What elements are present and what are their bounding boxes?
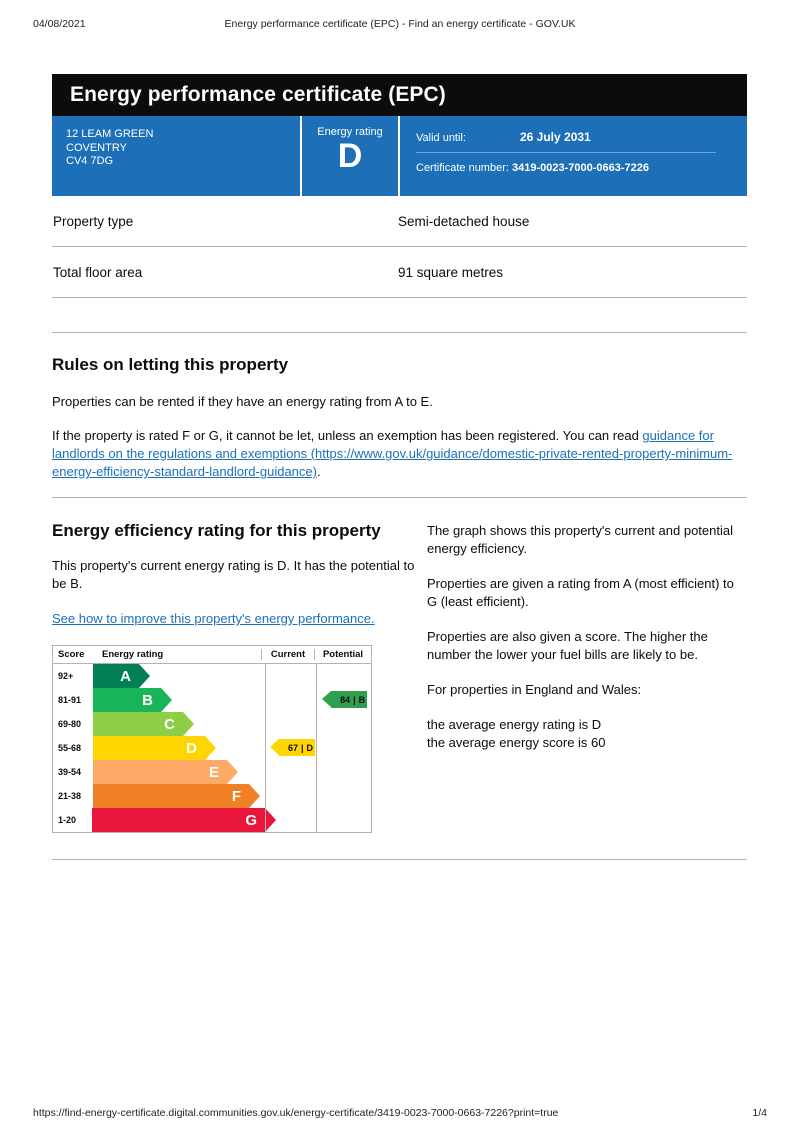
average-rating-line: the average energy rating is D xyxy=(427,717,602,732)
average-score-line: the average energy score is 60 xyxy=(427,735,606,750)
band-letter: C xyxy=(164,715,175,733)
page-title: Energy performance certificate (EPC) xyxy=(70,83,446,106)
energy-rating-letter: D xyxy=(337,137,363,175)
band-score: 81-91 xyxy=(58,695,82,705)
chart-band-row xyxy=(53,664,265,688)
chart-band-row xyxy=(53,688,265,712)
current-rating-marker xyxy=(279,739,315,756)
chart-col-score: Score xyxy=(58,649,85,660)
band-bar xyxy=(92,808,265,832)
potential-score: 84 xyxy=(340,694,351,705)
detail-row xyxy=(52,247,747,298)
potential-rating-marker xyxy=(331,691,367,708)
detail-value: Semi-detached house xyxy=(398,214,530,229)
detail-row xyxy=(52,196,747,247)
chart-band-row xyxy=(53,712,265,736)
band-bar xyxy=(93,736,205,760)
chart-col-potential: Potential xyxy=(314,649,371,660)
certificate-validity xyxy=(400,116,747,196)
certificate-number-value: 3419-0023-7000-0663-7226 xyxy=(512,162,650,174)
band-bar xyxy=(93,688,161,712)
marker-separator: | xyxy=(301,742,304,753)
marker-separator: | xyxy=(353,694,356,705)
address-line-3: CV4 7DG xyxy=(66,155,114,167)
certificate-number-row xyxy=(416,162,731,174)
certificate-number-label: Certificate number: xyxy=(416,162,509,174)
current-score: 67 xyxy=(288,742,299,753)
letting-rules-section xyxy=(52,333,747,498)
chart-bands xyxy=(53,664,265,832)
document-content xyxy=(52,74,747,860)
chart-header-row xyxy=(53,646,371,664)
band-score: 1-20 xyxy=(58,815,77,825)
section-divider xyxy=(52,298,747,333)
valid-until-label: Valid until: xyxy=(416,132,466,144)
chart-band-row xyxy=(53,784,265,808)
chart-col-rating: Energy rating xyxy=(102,649,164,660)
band-bar xyxy=(93,760,227,784)
efficiency-right-column xyxy=(427,520,747,833)
band-letter: B xyxy=(142,691,153,709)
efficiency-section xyxy=(52,498,747,833)
print-url: https://find-energy-certificate.digital.communities.gov.uk/energy-certificate/3419-0023-7000-0663-7226?print=true xyxy=(33,1107,559,1119)
efficiency-left-column xyxy=(52,520,427,833)
detail-key: Property type xyxy=(53,214,134,229)
chart-band-row xyxy=(53,808,265,832)
band-bar xyxy=(93,712,183,736)
band-letter: F xyxy=(231,787,241,805)
efficiency-heading: Energy efficiency rating for this property xyxy=(52,521,381,540)
average-values xyxy=(427,716,747,752)
graph-explanation-3: Properties are also given a score. The higher the number the lower your fuel bills are likely to be. xyxy=(427,629,708,662)
address-line-1: 12 LEAM GREEN xyxy=(66,128,154,140)
chart-band-row xyxy=(53,736,265,760)
print-title: Energy performance certificate (EPC) - Find an energy certificate - GOV.UK xyxy=(224,18,576,30)
energy-efficiency-chart xyxy=(52,645,372,833)
band-score: 21-38 xyxy=(58,791,82,801)
graph-explanation-1: The graph shows this property's current and potential energy efficiency. xyxy=(427,523,733,556)
improve-link-paragraph xyxy=(52,610,427,628)
letting-rules-text-after: . xyxy=(316,464,321,479)
letting-rules-paragraph-2 xyxy=(52,427,747,481)
band-letter: D xyxy=(186,739,197,757)
chart-body xyxy=(53,664,371,832)
graph-explanation-2: Properties are given a rating from A (most efficient) to G (least efficient). xyxy=(427,576,734,609)
chart-current-column xyxy=(265,664,316,832)
chart-potential-column xyxy=(316,664,371,832)
letting-rules-heading: Rules on letting this property xyxy=(52,355,289,374)
property-address xyxy=(52,116,300,196)
chart-col-current: Current xyxy=(261,649,314,660)
landlord-guidance-link[interactable]: guidance for landlords on the regulations and exemptions (https://www.gov.uk/guidance/domestic-private-rented-property-minimum-energy-efficiency-standard-landlord-guidance) xyxy=(52,428,733,479)
band-letter: A xyxy=(120,667,131,685)
potential-letter: B xyxy=(358,694,366,705)
efficiency-paragraph: This property's current energy rating is D. It has the potential to be B. xyxy=(52,558,415,591)
improve-performance-link[interactable]: See how to improve this property's energy performance. xyxy=(52,611,375,626)
chart-band-row xyxy=(53,760,265,784)
band-score: 92+ xyxy=(58,671,74,681)
band-letter: G xyxy=(245,811,257,829)
address-line-2: COVENTRY xyxy=(66,141,127,154)
band-score: 55-68 xyxy=(58,743,82,753)
detail-key: Total floor area xyxy=(53,265,143,280)
letting-rules-text-before: If the property is rated F or G, it cannot be let, unless an exemption has been registered. You can read xyxy=(52,428,643,443)
valid-until-value: 26 July 2031 xyxy=(520,130,591,144)
document-title-bar xyxy=(52,74,747,116)
print-date: 04/08/2021 xyxy=(33,18,86,30)
band-score: 69-80 xyxy=(58,719,82,729)
section-divider xyxy=(52,859,747,860)
band-bar xyxy=(93,784,249,808)
letting-rules-paragraph-1: Properties can be rented if they have an energy rating from A to E. xyxy=(52,394,433,409)
energy-rating-badge xyxy=(300,116,400,196)
detail-value: 91 square metres xyxy=(398,265,504,280)
graph-explanation-4: For properties in England and Wales: xyxy=(427,682,642,697)
current-letter: D xyxy=(306,742,314,753)
band-letter: E xyxy=(208,763,219,781)
energy-rating-label: Energy rating xyxy=(317,126,383,138)
band-score: 39-54 xyxy=(58,767,82,777)
valid-until-row xyxy=(416,130,716,153)
certificate-summary-band xyxy=(52,116,747,196)
band-bar xyxy=(93,664,139,688)
print-page-number: 1/4 xyxy=(752,1107,767,1119)
